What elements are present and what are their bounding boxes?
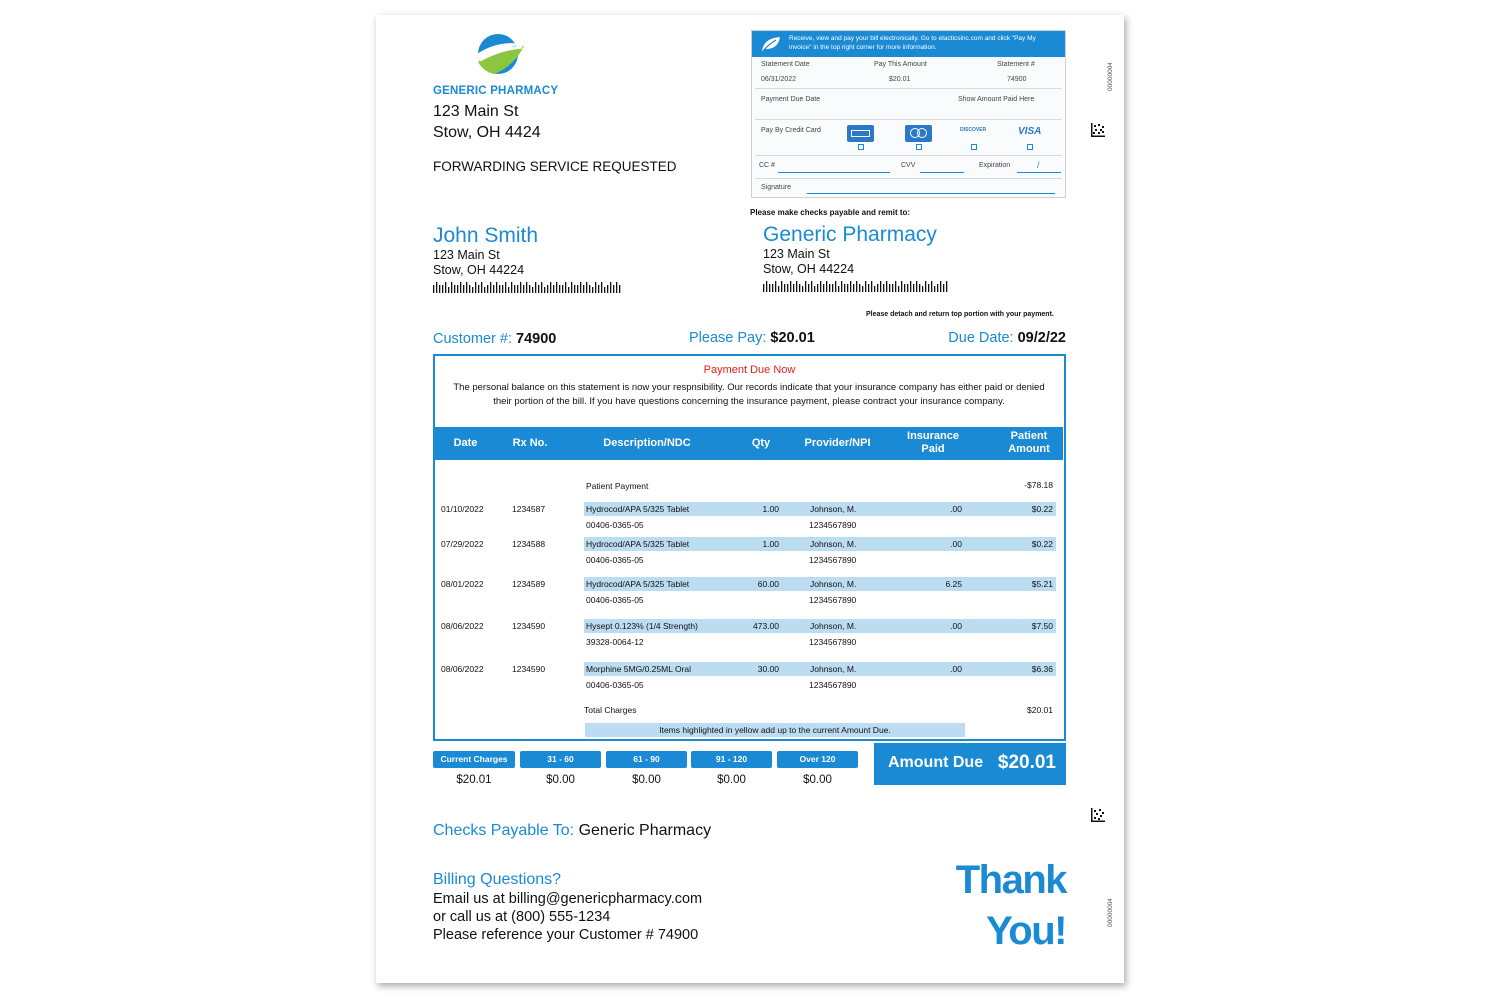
remit-to-address-line1: 123 Main St: [763, 247, 830, 261]
row-npi: 1234567890: [809, 680, 857, 690]
stub-divider: [755, 119, 1062, 120]
due-date: [948, 330, 1066, 346]
recipient-address-line2: Stow, OH 44224: [433, 263, 525, 277]
row-description: Hydrocod/APA 5/325 Tablet: [586, 504, 690, 514]
discover-checkbox[interactable]: [971, 144, 977, 150]
payment-due-now-heading: Payment Due Now: [703, 364, 796, 376]
sender-company-name: GENERIC PHARMACY: [433, 85, 559, 97]
checks-payable-value: Generic Pharmacy: [578, 822, 712, 839]
row-ndc: 00406-0365-05: [586, 595, 644, 605]
row-insurance-paid: 6.25: [945, 579, 962, 589]
row-npi: 1234567890: [809, 555, 857, 565]
thank-you-line1: Thank: [955, 858, 1066, 902]
forwarding-notice: FORWARDING SERVICE REQUESTED: [433, 159, 677, 174]
mastercard-checkbox[interactable]: [916, 144, 922, 150]
pay-this-amount-label: Pay This Amount: [874, 61, 927, 68]
stub-divider: [755, 88, 1062, 89]
patient-payment-label: Patient Payment: [586, 481, 649, 491]
row-ndc: 39328-0064-12: [586, 637, 644, 647]
amount-due-value: $20.01: [997, 752, 1056, 773]
row-insurance-paid: .00: [950, 504, 962, 514]
amex-icon: [847, 125, 874, 142]
cvv-field[interactable]: [920, 172, 964, 173]
thank-you-line2: You!: [986, 909, 1066, 953]
cc-number-label: CC #: [759, 162, 775, 169]
row-description: Hysept 0.123% (1/4 Strength): [586, 621, 698, 631]
row-description: Hydrocod/APA 5/325 Tablet: [586, 579, 690, 589]
sender-address: [433, 101, 541, 143]
row-patient-amount: $5.21: [1031, 579, 1053, 589]
row-patient-amount: $6.36: [1031, 664, 1053, 674]
amount-due-label: Amount Due: [888, 754, 984, 771]
column-header: Description/NDC: [603, 437, 691, 449]
statement-page: [376, 15, 1124, 983]
row-patient-amount: $7.50: [1031, 621, 1053, 631]
statement-number-value: 74900: [1007, 76, 1027, 83]
row-provider: Johnson, M.: [810, 621, 857, 631]
datamatrix-icon: [1091, 123, 1105, 137]
column-header: Rx No.: [512, 437, 548, 449]
aging-over-120-label: Over 120: [777, 751, 858, 768]
expiration-label: Expiration: [979, 162, 1011, 169]
row-description: Morphine 5MG/0.25ML Oral: [586, 664, 692, 674]
row-rx-number: 1234590: [512, 664, 546, 674]
leaf-icon: [760, 35, 782, 53]
detach-note: Please detach and return top portion with your payment.: [866, 311, 1054, 318]
aging-91-120-value: $0.00: [717, 774, 746, 786]
balance-notice: The personal balance on this statement is now your respnsibility. Our records indicate that your insurance company has either paid or denied their portion of the bill. If you have questions concerning the insurance payment, please contract your insurance company.: [453, 382, 1045, 407]
billing-email-line: Email us at billing@genericpharmacy.com: [433, 891, 703, 907]
pay-by-card-label: Pay By Credit Card: [761, 127, 821, 134]
row-npi: 1234567890: [809, 595, 857, 605]
total-charges-label: Total Charges: [584, 705, 637, 715]
row-qty: 1.00: [762, 504, 779, 514]
mastercard-icon: [905, 125, 932, 142]
row-description: Hydrocod/APA 5/325 Tablet: [586, 539, 690, 549]
thank-you: [956, 855, 1066, 957]
aging-31-60-value: $0.00: [546, 774, 575, 786]
statement-date-value: 06/31/2022: [761, 76, 797, 83]
sender-address-line1: 123 Main St: [433, 103, 519, 120]
row-npi: 1234567890: [809, 520, 857, 530]
row-patient-amount: $0.22: [1031, 504, 1053, 514]
highlight-note: Items highlighted in yellow add up to the current Amount Due.: [585, 723, 965, 737]
due-date-value: 09/2/22: [1017, 330, 1066, 346]
row-ndc: 00406-0365-05: [586, 555, 644, 565]
recipient-block: [433, 224, 623, 298]
signature-field[interactable]: [807, 193, 1055, 194]
aging-over-120-value: $0.00: [803, 774, 832, 786]
checks-payable: [433, 822, 711, 840]
checks-payable-label: Checks Payable To:: [433, 822, 575, 839]
row-qty: 30.00: [757, 664, 779, 674]
column-header: Patient Amount: [1008, 430, 1050, 455]
row-ndc: 00406-0365-05: [586, 680, 644, 690]
column-header: Qty: [751, 437, 771, 449]
discover-icon: DISCOVER: [960, 127, 987, 133]
please-pay-label: Please Pay:: [689, 330, 767, 346]
row-provider: Johnson, M.: [810, 664, 857, 674]
aging-current-value: $20.01: [456, 774, 492, 786]
customer-number-value: 74900: [516, 331, 557, 347]
stub-divider: [755, 155, 1062, 156]
billing-contact: [433, 890, 702, 944]
remit-to-block: [763, 223, 948, 297]
column-header: Date: [453, 437, 478, 449]
customer-number-label: Customer #:: [433, 331, 512, 347]
remit-instructions: Please make checks payable and remit to:: [750, 208, 911, 217]
postal-barcode-icon: [763, 281, 948, 292]
row-npi: 1234567890: [809, 637, 857, 647]
visa-checkbox[interactable]: [1027, 144, 1033, 150]
aging-current-label: Current Charges: [433, 751, 515, 768]
row-insurance-paid: .00: [950, 664, 962, 674]
billing-phone-line: or call us at (800) 555-1234: [433, 909, 611, 925]
row-qty: 1.00: [762, 539, 779, 549]
row-insurance-paid: .00: [950, 539, 962, 549]
stub-divider: [755, 178, 1062, 179]
amount-due-box: [874, 743, 1066, 785]
epay-banner-text: Receive, view and pay your bill electronically. Go to etacticsinc.com and click "Pay My invoice" in the top right corner for more information.: [789, 35, 1036, 51]
row-date: 07/29/2022: [441, 539, 484, 549]
cvv-label: CVV: [901, 162, 916, 169]
billing-reference-line: Please reference your Customer # 74900: [433, 927, 699, 943]
due-date-label: Due Date:: [948, 330, 1014, 346]
row-qty: 60.00: [757, 579, 779, 589]
row-rx-number: 1234587: [512, 504, 546, 514]
row-date: 08/06/2022: [441, 621, 484, 631]
row-rx-number: 1234589: [512, 579, 546, 589]
please-pay: [689, 330, 815, 346]
visa-icon: VISA: [1018, 126, 1042, 137]
remittance-stub: [751, 30, 1066, 198]
statement-detail: [433, 354, 1066, 741]
amex-checkbox[interactable]: [858, 144, 864, 150]
remit-to-address-line2: Stow, OH 44224: [763, 262, 855, 276]
row-ndc: 00406-0365-05: [586, 520, 644, 530]
show-amount-paid-label: Show Amount Paid Here: [958, 96, 1035, 103]
statement-date-label: Statement Date: [761, 61, 810, 68]
row-provider: Johnson, M.: [810, 539, 857, 549]
sender-address-line2: Stow, OH 4424: [433, 124, 541, 141]
signature-label: Signature: [761, 184, 791, 191]
aging-91-120-label: 91 - 120: [691, 751, 772, 768]
aging-61-90-value: $0.00: [632, 774, 661, 786]
please-pay-value: $20.01: [770, 330, 815, 346]
row-provider: Johnson, M.: [810, 504, 857, 514]
pay-this-amount-value: $20.01: [889, 76, 911, 83]
patient-payment-amount: -$78.18: [1024, 480, 1053, 490]
row-patient-amount: $0.22: [1031, 539, 1053, 549]
row-qty: 473.00: [753, 621, 779, 631]
column-header: Insurance Paid: [907, 430, 959, 455]
cc-number-field[interactable]: [778, 172, 890, 173]
aging-61-90-label: 61 - 90: [606, 751, 687, 768]
side-code-top: 00000004: [1107, 62, 1114, 91]
datamatrix-icon: [1091, 808, 1105, 822]
payment-due-date-label: Payment Due Date: [761, 96, 821, 103]
postal-barcode-icon: [433, 282, 623, 293]
pharmacy-logo-icon: [474, 32, 526, 78]
recipient-name: John Smith: [433, 224, 539, 247]
statement-number-label: Statement #: [997, 61, 1035, 68]
epay-banner[interactable]: [752, 31, 1065, 57]
recipient-address-line1: 123 Main St: [433, 248, 500, 262]
row-rx-number: 1234588: [512, 539, 546, 549]
total-charges-amount: $20.01: [1027, 705, 1053, 715]
remit-to-name: Generic Pharmacy: [763, 223, 937, 246]
row-provider: Johnson, M.: [810, 579, 857, 589]
aging-31-60-label: 31 - 60: [520, 751, 601, 768]
billing-questions-heading: Billing Questions?: [433, 871, 562, 888]
column-header: Provider/NPI: [804, 437, 871, 449]
side-code-bottom: 00000004: [1107, 898, 1114, 927]
row-date: 08/06/2022: [441, 664, 484, 674]
customer-number: [433, 331, 556, 347]
table-header: [435, 427, 1063, 460]
expiration-field[interactable]: [1017, 172, 1061, 173]
expiration-separator: /: [1037, 160, 1040, 170]
row-insurance-paid: .00: [950, 621, 962, 631]
row-date: 01/10/2022: [441, 504, 484, 514]
row-rx-number: 1234590: [512, 621, 546, 631]
row-date: 08/01/2022: [441, 579, 484, 589]
